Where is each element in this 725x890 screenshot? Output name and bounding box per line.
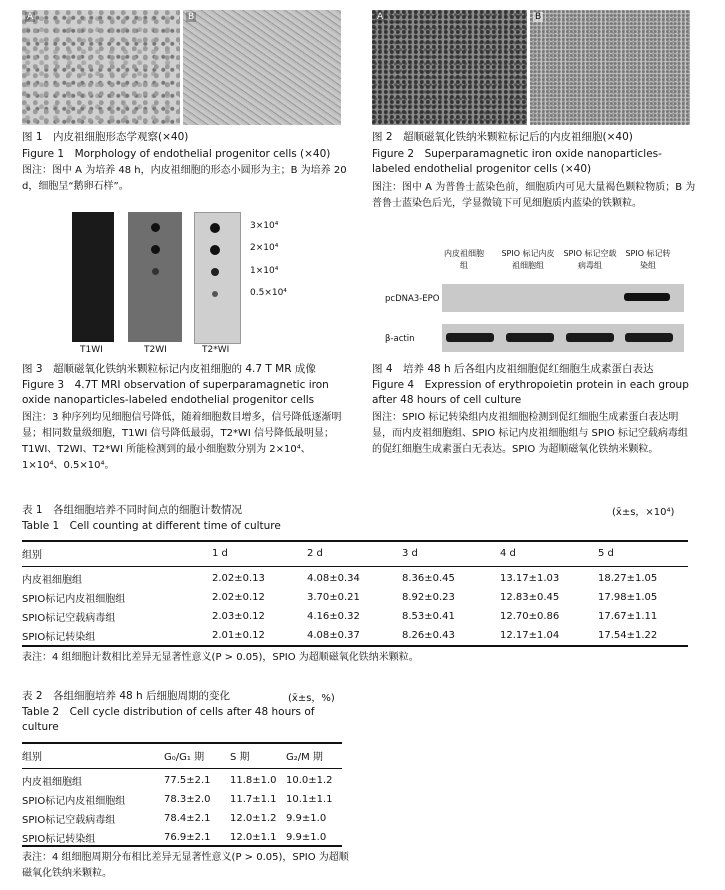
table-cell: 12.70±0.86 (500, 611, 560, 622)
t2wi-label: T2WI (144, 345, 167, 355)
table-cell: 17.67±1.11 (598, 611, 658, 622)
table1-header-cell: 2 d (307, 548, 323, 559)
table-row (22, 569, 688, 588)
table-cell: 78.3±2.0 (164, 794, 211, 805)
table1-unit: (x̄±s，×10⁴) (612, 507, 675, 518)
conc-label-1: 3×10⁴ (250, 221, 279, 231)
table-cell: SPIO标记空载病毒组 (22, 815, 116, 826)
table-row (22, 771, 342, 790)
fig3-caption-zh: 图 3 超顺磁氧化铁纳米颗粒标记内皮祖细胞的 4.7 T MR 成像 (22, 363, 316, 375)
table-cell: SPIO标记内皮祖细胞组 (22, 796, 126, 807)
table-cell: 4.08±0.37 (307, 630, 360, 641)
fig4-caption-en: Figure 4 Expression of erythropoietin protein in each group after 48 hours of cell culture (372, 379, 689, 406)
fig4-western-blot (372, 248, 697, 358)
table-cell: 11.8±1.0 (230, 775, 277, 786)
table1-title-en: Table 1 Cell counting at different time of culture (22, 520, 281, 532)
table-cell: 内皮祖细胞组 (22, 575, 82, 586)
t2star-dot-2e4 (210, 245, 220, 255)
table-cell: 12.83±0.45 (500, 592, 560, 603)
fig2-panel-b-label: B (535, 12, 542, 22)
table-cell: SPIO标记内皮祖细胞组 (22, 594, 126, 605)
fig2-caption-en: Figure 2 Superparamagnetic iron oxide nanoparticles-labeled endothelial progenitor cells (×40) (372, 148, 662, 175)
table-cell: 10.0±1.2 (286, 775, 333, 786)
table-cell: 8.53±0.41 (402, 611, 455, 622)
table2 (22, 746, 342, 847)
table1-top-rule (22, 540, 688, 542)
fig4-note: 图注：SPIO 标记转染组内皮祖细胞检测到促红细胞生成素蛋白表达明显，而内皮祖细胞组、SPIO 标记内皮祖细胞组与 SPIO 标记空载病毒组的促红细胞生成素蛋白无表达。SPIO 为超顺磁氧化铁纳米颗粒。 (372, 412, 688, 455)
table-cell: 12.17±1.04 (500, 630, 560, 641)
table2-header-cell: S 期 (230, 752, 250, 763)
table-row (22, 809, 342, 828)
table-cell: 2.02±0.13 (212, 573, 265, 584)
table-cell: 13.17±1.03 (500, 573, 560, 584)
fig1-note: 图注：图中 A 为培养 48 h，内皮祖细胞的形态小圆形为主；B 为培养 20 d，细胞呈“鹅卵石样”。 (22, 165, 347, 192)
table-cell: 2.03±0.12 (212, 611, 265, 622)
fig2-panel-a (372, 10, 527, 125)
fig2-note: 图注：图中 A 为普鲁士蓝染色前，细胞质内可见大量褐色颗粒物质；B 为普鲁士蓝染色后光，学显微镜下可见细胞质内蓝染的铁颗粒。 (372, 182, 696, 209)
table-cell: 12.0±1.2 (230, 813, 277, 824)
table2-header-cell: G₂/M 期 (286, 752, 323, 763)
t2wi-dot-2e4 (151, 245, 160, 254)
table2-header-cell: G₀/G₁ 期 (164, 752, 205, 763)
fig1-panel-a (22, 10, 180, 125)
table-cell: 17.54±1.22 (598, 630, 658, 641)
t2star-dot-1e4 (211, 268, 219, 276)
table-cell: 11.7±1.1 (230, 794, 277, 805)
table-cell: SPIO标记空载病毒组 (22, 613, 116, 624)
fig3-mri-figure (72, 212, 362, 357)
actin-band-4 (625, 333, 673, 342)
table-cell: 内皮祖细胞组 (22, 777, 82, 788)
table1-header-row (22, 544, 688, 563)
table-cell: 3.70±0.21 (307, 592, 360, 603)
lane-label-4: SPIO 标记转染组 (625, 249, 671, 270)
fig1-caption-en: Figure 1 Morphology of endothelial progenitor cells (×40) (22, 148, 331, 160)
table-row (22, 588, 688, 607)
fig2-panel-b (530, 10, 690, 125)
table2-unit: (x̄±s，%) (288, 693, 335, 704)
table2-title-en: Table 2 Cell cycle distribution of cells after 48 hours of culture (22, 706, 315, 733)
fig2-caption-zh: 图 2 超顺磁氧化铁纳米颗粒标记后的内皮祖细胞(×40) (372, 131, 633, 143)
row-label-epo: pcDNA3-EPO (385, 294, 440, 304)
lane-label-3: SPIO 标记空载病毒组 (563, 249, 617, 270)
epo-band-transfected (624, 293, 670, 301)
table-cell: 77.5±2.1 (164, 775, 211, 786)
table-cell: SPIO标记转染组 (22, 834, 96, 845)
table1-header-cell: 5 d (598, 548, 614, 559)
table2-note: 表注：4 组细胞周期分布相比差异无显著性意义(P > 0.05)，SPIO 为超顺磁氧化铁纳米颗粒。 (22, 852, 349, 879)
table2-header-row (22, 746, 342, 765)
table1 (22, 544, 688, 645)
table1-header-cell: 组别 (22, 550, 42, 561)
table-row (22, 626, 688, 645)
table-cell: 12.0±1.1 (230, 832, 277, 843)
table-cell: 8.26±0.43 (402, 630, 455, 641)
table-cell: 4.08±0.34 (307, 573, 360, 584)
fig2-panel-a-label: A (377, 12, 384, 22)
table-cell: 4.16±0.32 (307, 611, 360, 622)
table-cell: 2.01±0.12 (212, 630, 265, 641)
table-row (22, 828, 342, 847)
row-label-actin: β-actin (385, 334, 415, 344)
table1-header-cell: 3 d (402, 548, 418, 559)
conc-label-2: 2×10⁴ (250, 243, 279, 253)
fig4-caption-zh: 图 4 培养 48 h 后各组内皮祖细胞促红细胞生成素蛋白表达 (372, 363, 654, 375)
table-cell: 9.9±1.0 (286, 832, 327, 843)
table1-note: 表注：4 组细胞计数相比差异无显著性意义(P > 0.05)，SPIO 为超顺磁氧化铁纳米颗粒。 (22, 652, 419, 663)
table-cell: 76.9±2.1 (164, 832, 211, 843)
actin-band-3 (566, 333, 614, 342)
t2wi-dot-3e4 (151, 223, 160, 232)
table2-title-zh: 表 2 各组细胞培养 48 h 后细胞周期的变化 (22, 690, 231, 702)
t2wi-dot-1e4 (152, 268, 159, 275)
actin-band-1 (446, 333, 494, 342)
table-cell: 78.4±2.1 (164, 813, 211, 824)
t1wi-column (72, 212, 114, 342)
table-cell: 8.92±0.23 (402, 592, 455, 603)
table-cell: SPIO标记转染组 (22, 632, 96, 643)
t2star-dot-3e4 (210, 223, 220, 233)
fig1-panel-b-label: B (188, 12, 195, 22)
conc-label-3: 1×10⁴ (250, 266, 279, 276)
fig3-note: 图注：3 种序列均见细胞信号降低，随着细胞数目增多，信号降低逐渐明显；相同数量级细胞，T1WI 信号降低最弱，T2*WI 信号降低最明显；T1WI、T2WI、T2*WI 所能检测到的最小细胞数分别为 2×10⁴、1×10⁴、0.5×10⁴。 (22, 412, 342, 471)
table1-header-cell: 4 d (500, 548, 516, 559)
table1-header-cell: 1 d (212, 548, 228, 559)
t2star-label: T2*WI (202, 345, 230, 355)
fig3-caption-en: Figure 3 4.7T MRI observation of superparamagnetic iron oxide nanoparticles-labeled endothelial progenitor cells (22, 379, 329, 406)
table1-bottom-rule (22, 645, 688, 647)
t2star-dot-0.5e4 (212, 291, 218, 297)
actin-band-2 (506, 333, 554, 342)
table-row (22, 607, 688, 626)
lane-label-1: 内皮祖细胞组 (444, 249, 484, 270)
table-cell: 2.02±0.12 (212, 592, 265, 603)
conc-label-4: 0.5×10⁴ (250, 288, 287, 298)
table-cell: 9.9±1.0 (286, 813, 327, 824)
fig1-panel-a-label: A (27, 12, 34, 22)
table-cell: 18.27±1.05 (598, 573, 658, 584)
lane-label-2: SPIO 标记内皮祖细胞组 (501, 249, 555, 270)
table2-header-cell: 组别 (22, 752, 42, 763)
fig1-panel-b (183, 10, 341, 125)
table1-title-zh: 表 1 各组细胞培养不同时间点的细胞计数情况 (22, 504, 243, 516)
table-cell: 10.1±1.1 (286, 794, 333, 805)
fig1-caption-zh: 图 1 内皮祖细胞形态学观察(×40) (22, 131, 189, 143)
table2-top-rule (22, 742, 342, 744)
table-row (22, 790, 342, 809)
t1wi-label: T1WI (80, 345, 103, 355)
table-cell: 8.36±0.45 (402, 573, 455, 584)
table-cell: 17.98±1.05 (598, 592, 658, 603)
